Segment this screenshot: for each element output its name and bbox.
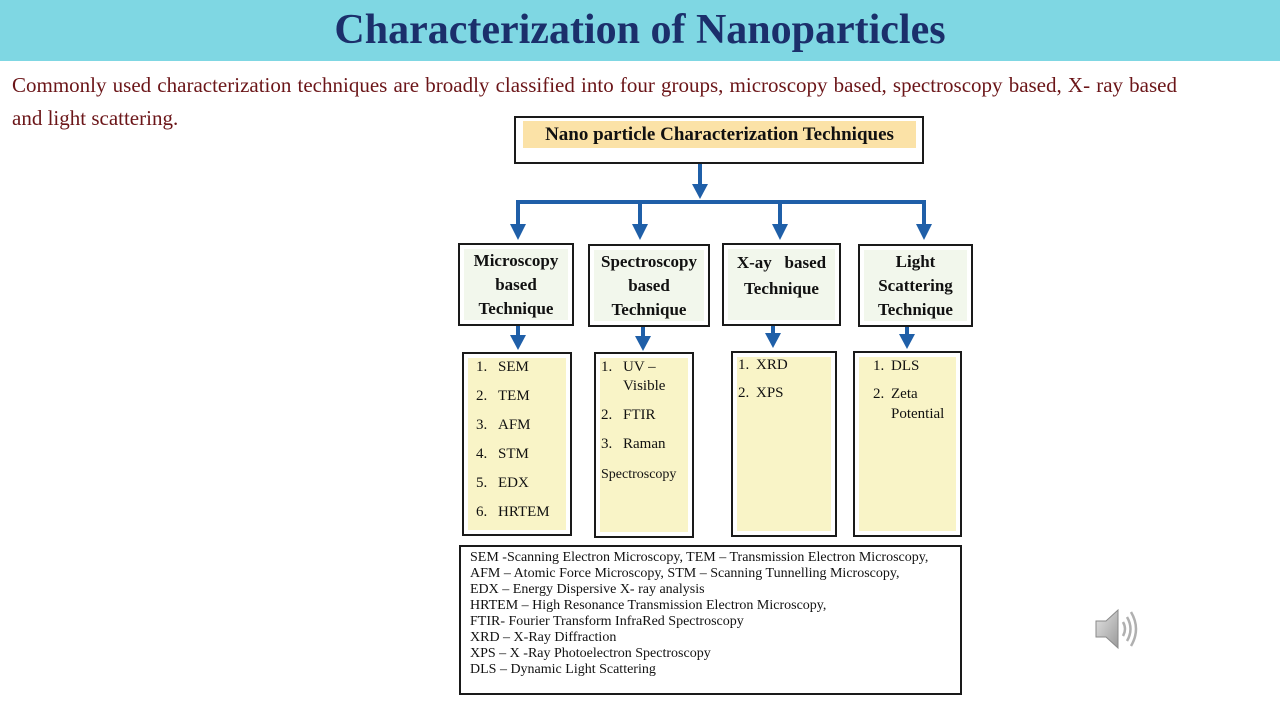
list-item: 2. FTIR bbox=[601, 407, 656, 423]
list-item: 2. TEM bbox=[476, 388, 530, 404]
list-item: 3. AFM bbox=[476, 417, 531, 433]
slide-title: Characterization of Nanoparticles bbox=[334, 7, 946, 53]
abbreviation-line: FTIR- Fourier Transform InfraRed Spectroscopy bbox=[470, 614, 744, 629]
list-item: Visible bbox=[623, 378, 666, 394]
abbreviation-line: DLS – Dynamic Light Scattering bbox=[470, 662, 656, 677]
list-item: 1. UV – bbox=[601, 359, 656, 375]
category-light-scattering bbox=[858, 244, 973, 327]
list-item: 1. DLS bbox=[873, 358, 920, 374]
root-node bbox=[514, 116, 924, 164]
abbreviation-line: AFM – Atomic Force Microscopy, STM – Scanning Tunnelling Microscopy, bbox=[470, 566, 900, 581]
category-label: Microscopy based Technique bbox=[473, 250, 559, 318]
category-spectroscopy bbox=[588, 244, 710, 327]
abbreviation-line: HRTEM – High Resonance Transmission Electron Microscopy, bbox=[470, 598, 827, 613]
list-light-scattering bbox=[853, 351, 962, 537]
list-item: 2. Zeta bbox=[873, 386, 918, 402]
category-label: Light Scattering Technique bbox=[878, 251, 953, 319]
list-item: 3. Raman bbox=[601, 436, 666, 452]
list-item: 5. EDX bbox=[476, 475, 529, 491]
list-item: 4. STM bbox=[476, 446, 529, 462]
abbreviation-line: XPS – X -Ray Photoelectron Spectroscopy bbox=[470, 646, 711, 661]
category-label: Spectroscopy based Technique bbox=[600, 251, 697, 319]
category-label: X-ay based Technique bbox=[736, 253, 827, 298]
list-item: 1. SEM bbox=[476, 359, 529, 375]
list-item: 1. XRD bbox=[738, 357, 788, 373]
list-microscopy bbox=[462, 352, 572, 536]
list-spectroscopy bbox=[594, 352, 694, 538]
list-xray bbox=[731, 351, 837, 537]
speaker-icon[interactable] bbox=[1092, 604, 1144, 659]
list-item: Spectroscopy bbox=[601, 467, 677, 482]
abbreviation-line: SEM -Scanning Electron Microscopy, TEM – Transmission Electron Microscopy, bbox=[470, 550, 929, 565]
intro-text: Commonly used characterization techniques are broadly classified into four groups, microscopy based, spectroscopy based, X- ray based and light scattering. bbox=[12, 73, 1177, 130]
list-item: 6. HRTEM bbox=[476, 504, 550, 520]
category-microscopy bbox=[458, 243, 574, 326]
category-xray bbox=[722, 243, 841, 326]
list-item: Potential bbox=[891, 406, 945, 422]
abbreviation-line: EDX – Energy Dispersive X- ray analysis bbox=[470, 582, 705, 597]
list-item: 2. XPS bbox=[738, 385, 784, 401]
root-label: Nano particle Characterization Techniques bbox=[523, 121, 916, 148]
abbreviation-line: XRD – X-Ray Diffraction bbox=[470, 630, 617, 645]
abbreviations-list bbox=[470, 550, 928, 678]
